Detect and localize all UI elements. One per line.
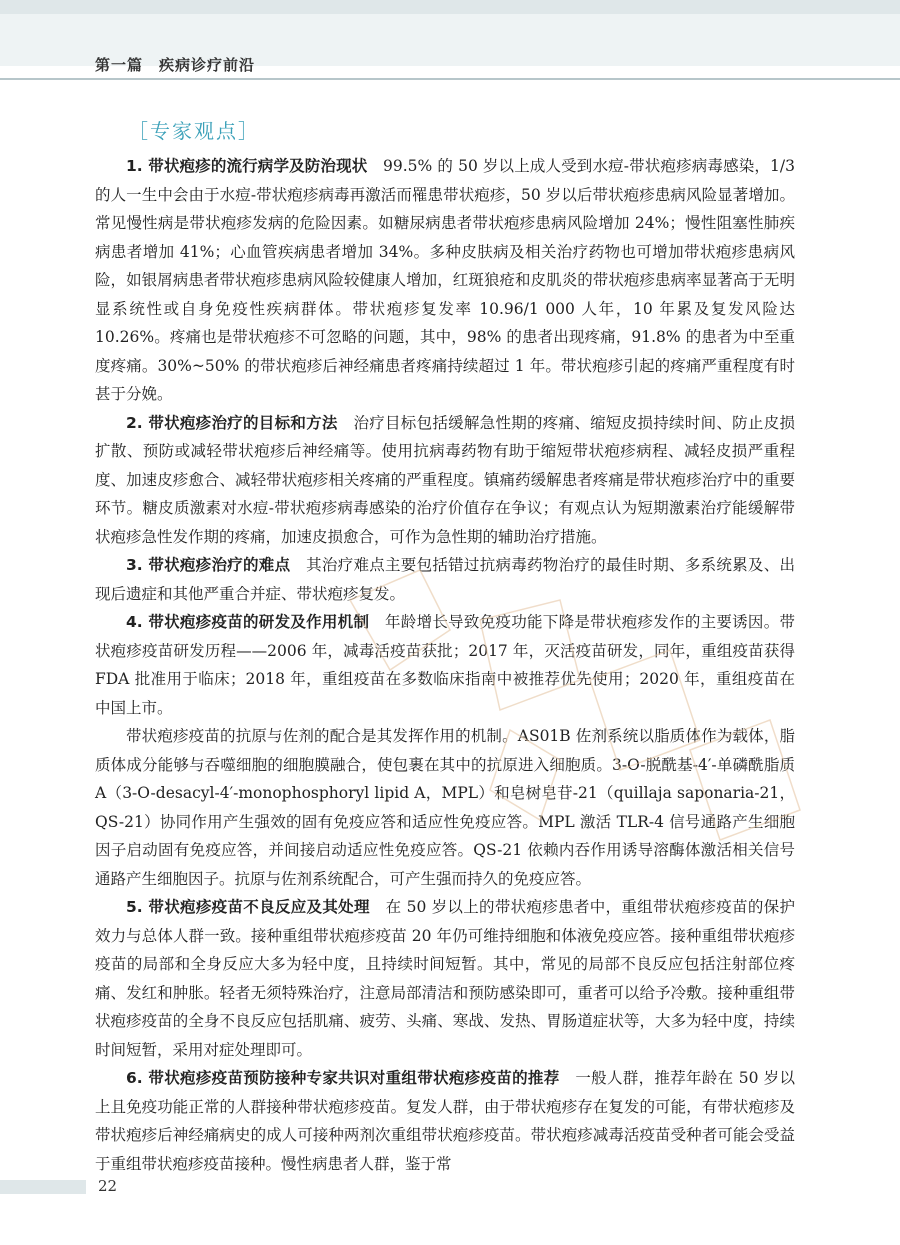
paragraph-lead: 5. 带状疱疹疫苗不良反应及其处理 (126, 898, 370, 916)
paragraph-text: 99.5% 的 50 岁以上成人受到水痘-带状疱疹病毒感染，1/3 的人一生中会由于水痘-带状疱疹病毒再激活而罹患带状疱疹，50 岁以后带状疱疹患病风险显著增加。常见慢性病是带状疱疹发病的危险因素。如糖尿病患者带状疱疹患病风险增加 24%；慢性阻塞性肺疾病患者增加 41%；心血管疾病患者增加 34%。多种皮肤病及相关治疗药物也可增加带状疱疹患病风险，如银屑病患者带状疱疹患病风险较健康人增加，红斑狼疮和皮肌炎的带状疱疹患病率显著高于无明显系统性或自身免疫性疾病群体。带状疱疹复发率 10.96/1 000 人年，10 年累及复发风险达 10.26%。疼痛也是带状疱疹不可忽略的问题，其中，98% 的患者出现疼痛，91.8% 的患者为中至重度疼痛。30%~50% 的带状疱疹后神经痛患者疼痛持续超过 1 年。带状疱疹引起的疼痛严重程度有时甚于分娩。 (95, 157, 795, 403)
paragraph-text: 在 50 岁以上的带状疱疹患者中，重组带状疱疹疫苗的保护效力与总体人群一致。接种重组带状疱疹疫苗 20 年仍可维持细胞和体液免疫应答。接种重组带状疱疹疫苗的局部和全身反应大多为轻中度，且持续时间短暂。其中，常见的局部不良反应包括注射部位疼痛、发红和肿胀。轻者无须特殊治疗，注意局部清洁和预防感染即可，重者可以给予冷敷。接种重组带状疱疹疫苗的全身不良反应包括肌痛、疲劳、头痛、寒战、发热、胃肠道症状等，大多为轻中度，持续时间短暂，采用对症处理即可。 (95, 898, 795, 1059)
paragraph-text: 带状疱疹疫苗的抗原与佐剂的配合是其发挥作用的机制。AS01B 佐剂系统以脂质体作为载体，脂质体成分能够与吞噬细胞的细胞膜融合，使包裹在其中的抗原进入细胞质。3-O-脱酰基-4′-单磷酰脂质 A（3-O-desacyl-4′-monophosphoryl lipid A，MPL）和皂树皂苷-21（quillaja saponaria-21，QS-21）协同作用产生强效的固有免疫应答和适应性免疫应答。MPL 激活 TLR-4 信号通路产生细胞因子启动固有免疫应答，并间接启动适应性免疫应答。QS-21 依赖内吞作用诱导溶酶体激活相关信号通路产生细胞因子。抗原与佐剂系统配合，可产生强而持久的免疫应答。 (95, 727, 795, 888)
paragraph-lead: 3. 带状疱疹治疗的难点 (126, 556, 291, 574)
body-text (95, 152, 795, 1178)
paragraph-text: 治疗目标包括缓解急性期的疼痛、缩短皮损持续时间、防止皮损扩散、预防或减轻带状疱疹后神经痛等。使用抗病毒药物有助于缩短带状疱疹病程、减轻皮损严重程度、加速皮疹愈合、减轻带状疱疹相关疼痛的严重程度。镇痛药缓解患者疼痛是带状疱疹治疗中的重要环节。糖皮质激素对水痘-带状疱疹病毒感染的治疗价值存在争议；有观点认为短期激素治疗能缓解带状疱疹急性发作期的疼痛，加速皮损愈合，可作为急性期的辅助治疗措施。 (95, 413, 795, 546)
paragraph-lead: 1. 带状疱疹的流行病学及防治现状 (126, 157, 368, 175)
paragraph-7 (95, 1064, 795, 1178)
paragraph-5 (95, 722, 795, 893)
paragraph-text: 其治疗难点主要包括错过抗病毒药物治疗的最佳时期、多系统累及、出现后遗症和其他严重合并症、带状疱疹复发。 (95, 556, 795, 603)
page-number: 22 (98, 1177, 118, 1195)
header-top-bar (0, 0, 900, 14)
paragraph-6 (95, 893, 795, 1064)
paragraph-2 (95, 409, 795, 552)
paragraph-lead: 2. 带状疱疹治疗的目标和方法 (126, 413, 338, 432)
paragraph-1 (95, 152, 795, 409)
running-header-title: 第一篇 疾病诊疗前沿 (95, 56, 256, 74)
footer-bar (0, 1180, 86, 1194)
paragraph-4 (95, 608, 795, 722)
paragraph-lead: 4. 带状疱疹疫苗的研发及作用机制 (126, 613, 370, 631)
paragraph-3 (95, 551, 795, 608)
section-heading: ［专家观点］ (128, 119, 260, 143)
paragraph-text: 一般人群，推荐年龄在 50 岁以上且免疫功能正常的人群接种带状疱疹疫苗。复发人群，由于带状疱疹存在复发的可能，有带状疱疹及带状疱疹后神经痛病史的成人可接种两剂次重组带状疱疹疫苗。带状疱疹减毒活疫苗受种者可能会受益于重组带状疱疹疫苗接种。慢性病患者人群，鉴于常 (95, 1069, 795, 1173)
paragraph-lead: 6. 带状疱疹疫苗预防接种专家共识对重组带状疱疹疫苗的推荐 (126, 1069, 560, 1087)
header-rule (0, 78, 900, 80)
paragraph-text: 年龄增长导致免疫功能下降是带状疱疹发作的主要诱因。带状疱疹疫苗研发历程——2006 年，减毒活疫苗获批；2017 年，灭活疫苗研发，同年，重组疫苗获得 FDA 批准用于临床；2018 年，重组疫苗在多数临床指南中被推荐优先使用；2020 年，重组疫苗在中国上市。 (95, 613, 795, 717)
